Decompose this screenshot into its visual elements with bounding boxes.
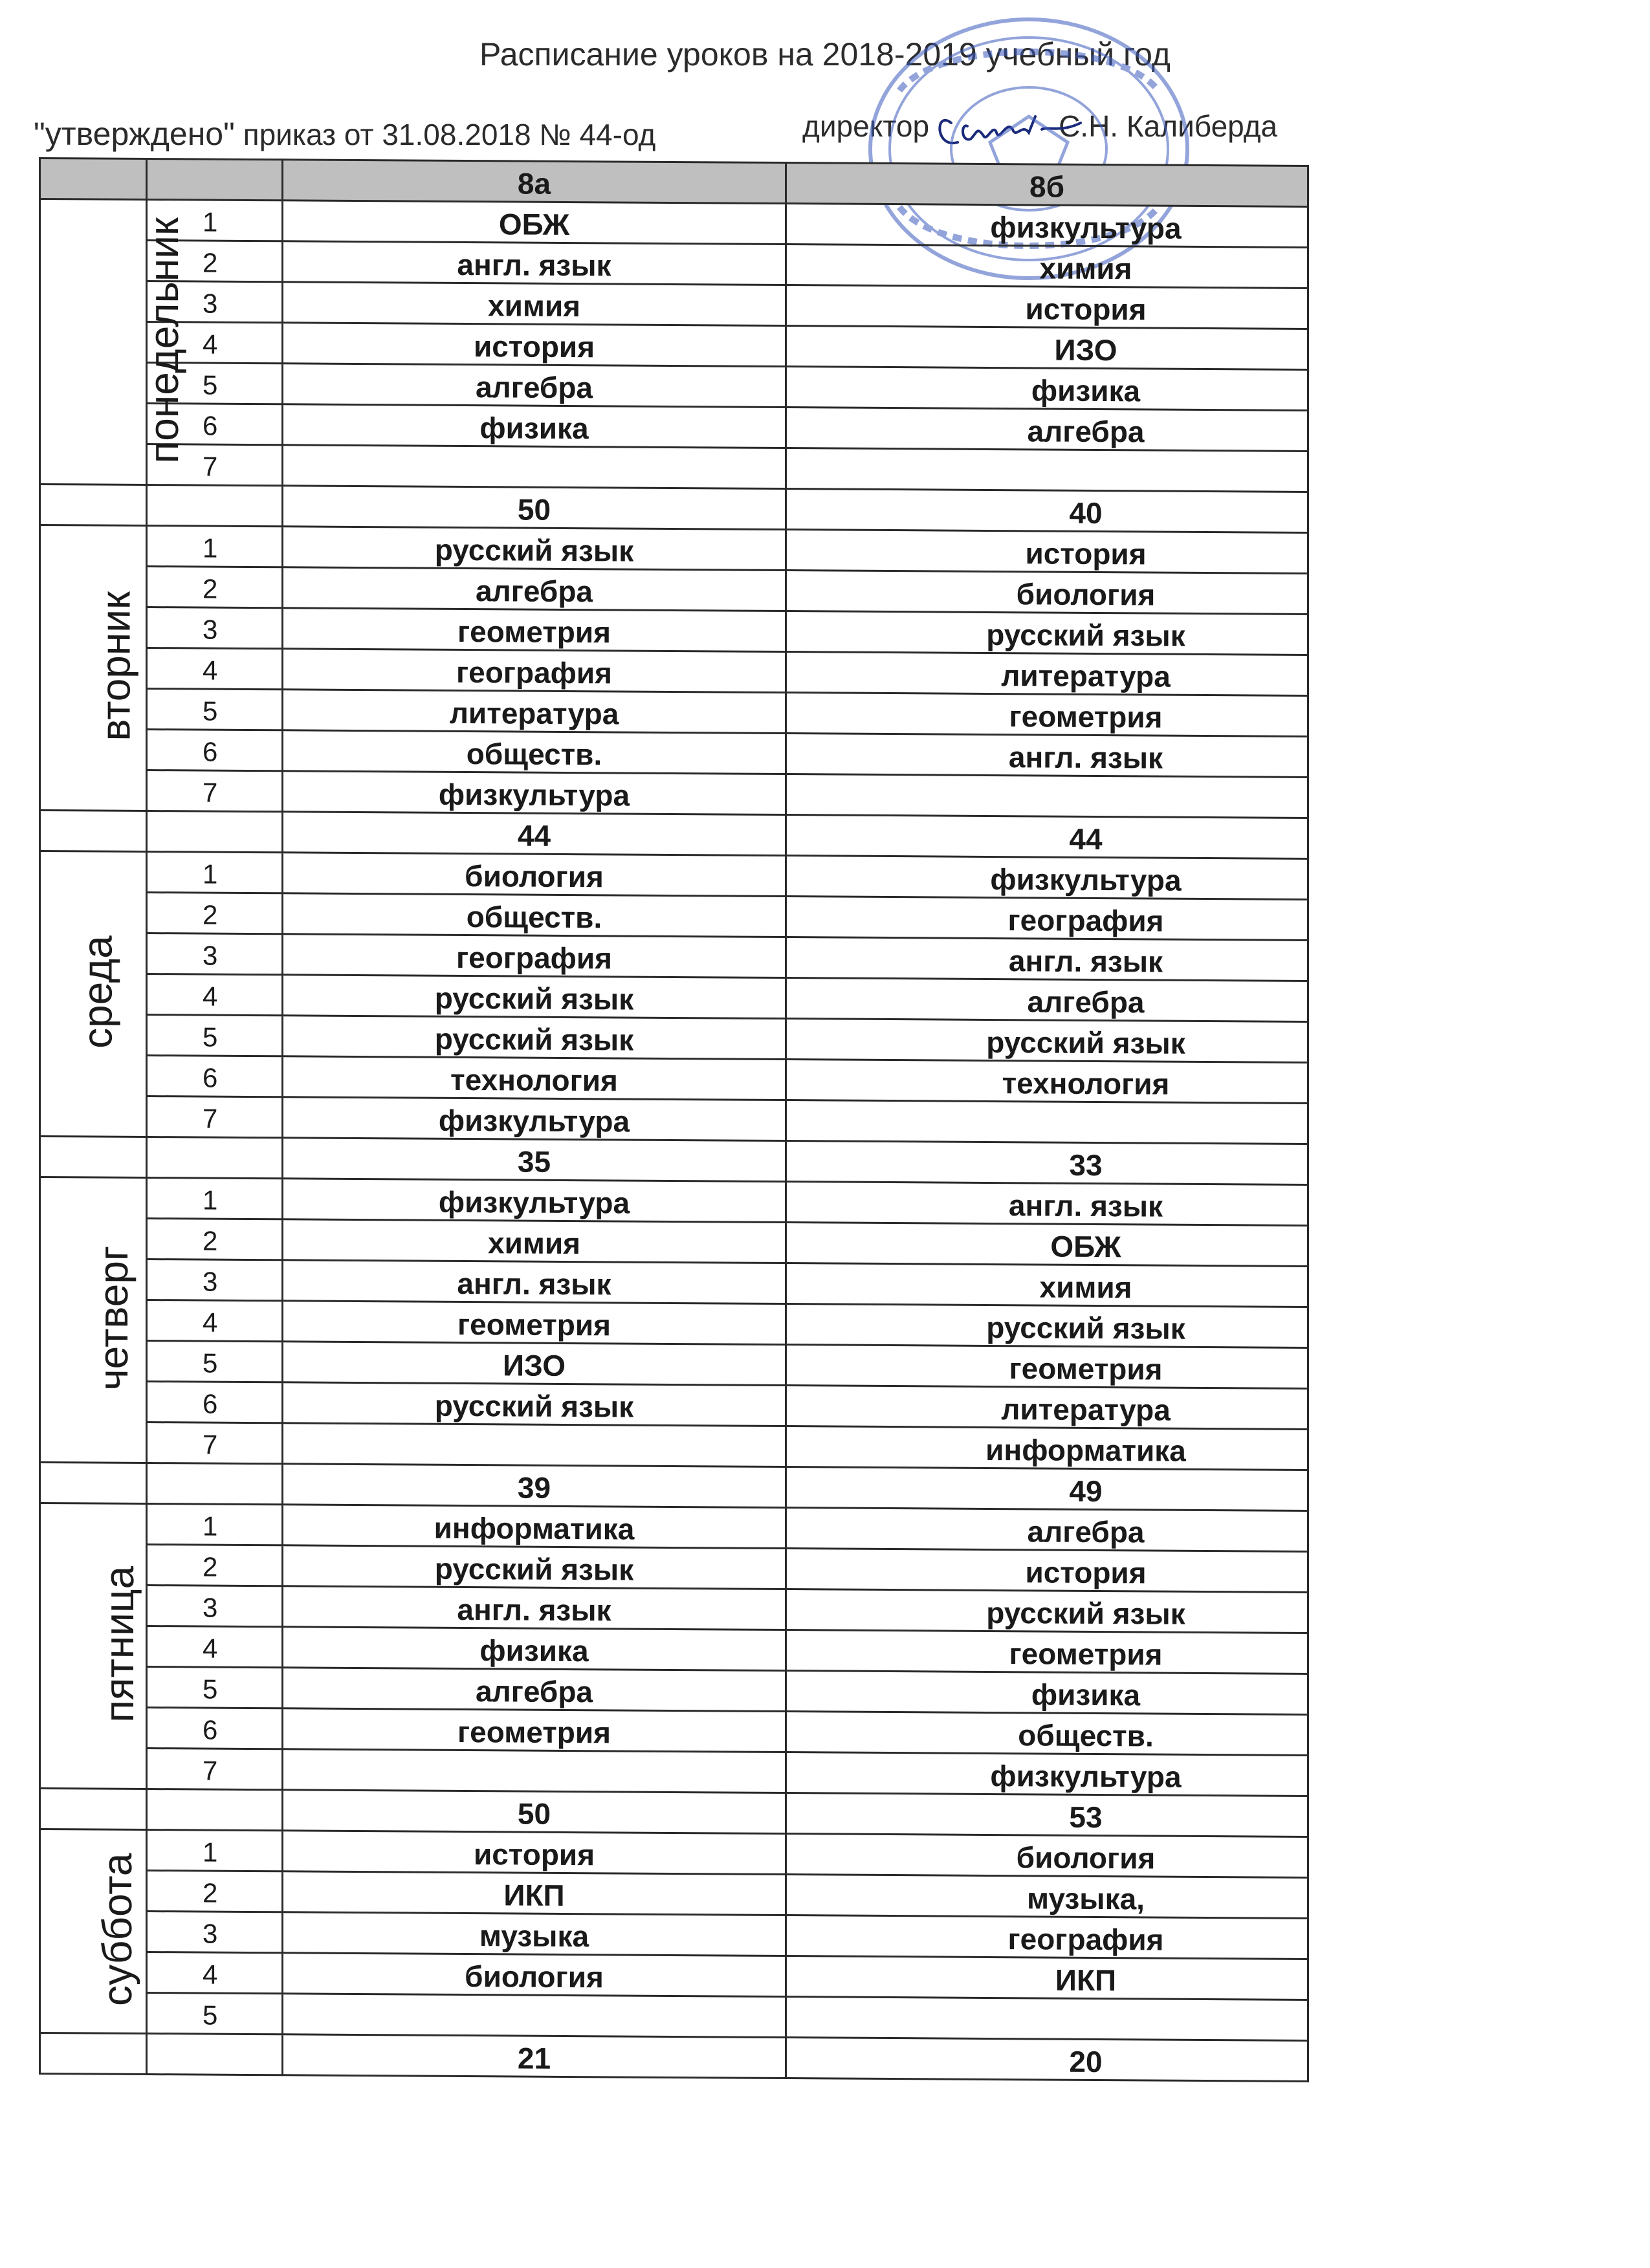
day-cell (40, 1177, 147, 1463)
subject-8b: литература (786, 652, 1308, 696)
lesson-row (40, 1340, 1308, 1389)
lesson-row (40, 648, 1308, 696)
subject-8b (786, 1997, 1308, 2041)
subject-8b: технология (786, 1060, 1308, 1104)
subject-8a: геометрия (283, 1301, 786, 1345)
lesson-row (40, 1911, 1308, 1959)
lesson-number: 3 (147, 1912, 283, 1953)
lesson-row (40, 607, 1308, 655)
subject-8b: геометрия (786, 1630, 1308, 1674)
lesson-row (40, 1666, 1308, 1715)
total-blank (40, 2033, 147, 2075)
lesson-number: 4 (147, 1952, 283, 1994)
subject-8b: химия (786, 245, 1308, 289)
subject-8a (283, 1994, 786, 2038)
subject-8a: ОБЖ (283, 201, 786, 245)
lesson-row (40, 1503, 1308, 1552)
lesson-number: 7 (147, 1749, 283, 1790)
lesson-number: 5 (147, 689, 283, 730)
total-8a: 39 (283, 1464, 786, 1508)
subject-8b: история (786, 530, 1308, 574)
subject-8b: русский язык (786, 1589, 1308, 1633)
subject-8b: литература (786, 1386, 1308, 1430)
lesson-number: 5 (147, 1993, 283, 2034)
lesson-number: 6 (147, 404, 283, 445)
subject-8b: физкультура (786, 204, 1308, 248)
total-row (40, 811, 1308, 859)
lesson-number: 7 (147, 1423, 283, 1464)
subject-8a (283, 1423, 786, 1467)
subject-8a (283, 445, 786, 489)
subject-8a: музыка (283, 1912, 786, 1956)
subject-8a: информатика (283, 1505, 786, 1549)
subject-8b: русский язык (786, 611, 1308, 655)
day-cell (40, 1829, 147, 2034)
lesson-row (40, 933, 1308, 981)
subject-8a: технология (283, 1056, 786, 1100)
subject-8a: англ. язык (283, 1586, 786, 1630)
lesson-number: 1 (147, 1504, 283, 1545)
subject-8a: геометрия (283, 608, 786, 652)
lesson-row (40, 851, 1308, 900)
subject-8b: физика (786, 367, 1308, 411)
subject-8b: русский язык (786, 1304, 1308, 1348)
subject-8a: физкультура (283, 1179, 786, 1223)
lesson-number: 3 (147, 607, 283, 649)
subject-8b: информатика (786, 1426, 1308, 1470)
lesson-number: 2 (147, 1545, 283, 1586)
total-8b: 53 (786, 1793, 1308, 1837)
subject-8b: русский язык (786, 1019, 1308, 1063)
lesson-number: 6 (147, 1708, 283, 1749)
subject-8a: химия (283, 1219, 786, 1263)
lesson-row (40, 1870, 1308, 1919)
lesson-row (40, 240, 1308, 289)
lesson-number: 5 (147, 1667, 283, 1708)
day-label: пятница (95, 1565, 142, 1723)
lesson-row (40, 770, 1308, 818)
subject-8b: ИЗО (786, 326, 1308, 370)
subject-8b: геометрия (786, 1345, 1308, 1389)
lesson-number: 4 (147, 1300, 283, 1342)
lesson-row (40, 1381, 1308, 1430)
total-8a: 44 (283, 812, 786, 856)
lesson-number: 1 (147, 200, 283, 241)
lesson-number: 6 (147, 730, 283, 771)
lesson-row (40, 1707, 1308, 1756)
subject-8b: физкультура (786, 1752, 1308, 1796)
lesson-number: 5 (147, 1015, 283, 1056)
lesson-number: 4 (147, 648, 283, 690)
subject-8b: англ. язык (786, 937, 1308, 981)
subject-8b: физика (786, 1671, 1308, 1715)
day-label: суббота (94, 1853, 141, 2007)
subject-8a: география (283, 649, 786, 693)
subject-8a: русский язык (283, 1016, 786, 1060)
total-8a: 50 (283, 486, 786, 530)
lesson-row (40, 892, 1308, 941)
lesson-number: 7 (147, 1096, 283, 1138)
lesson-row (40, 403, 1308, 452)
subject-8a: география (283, 934, 786, 978)
total-8a: 35 (283, 1138, 786, 1182)
total-blank (147, 811, 283, 853)
total-8b: 44 (786, 815, 1308, 859)
schedule-table (39, 157, 1309, 2082)
subject-8a: ИЗО (283, 1342, 786, 1386)
total-row (40, 485, 1308, 533)
total-8b: 49 (786, 1467, 1308, 1511)
lesson-number: 2 (147, 1871, 283, 1912)
lesson-row (40, 729, 1308, 778)
lesson-number: 2 (147, 241, 283, 282)
lesson-row (40, 1014, 1308, 1063)
subject-8a: англ. язык (283, 1260, 786, 1304)
subject-8b: англ. язык (786, 1182, 1308, 1226)
lesson-number: 5 (147, 363, 283, 404)
lesson-number: 6 (147, 1056, 283, 1097)
subject-8b: география (786, 1915, 1308, 1959)
total-blank (40, 485, 147, 526)
day-label: вторник (92, 591, 139, 741)
lesson-row (40, 688, 1308, 737)
lesson-number: 7 (147, 444, 283, 486)
lesson-row (40, 974, 1308, 1022)
lesson-number: 6 (147, 1382, 283, 1423)
subject-8a: алгебра (283, 1668, 786, 1712)
subject-8b: химия (786, 1263, 1308, 1307)
approval-order: приказ от 31.08.2018 № 44-од (234, 118, 656, 151)
lesson-number: 3 (147, 281, 283, 323)
total-blank (147, 1137, 283, 1179)
total-blank (40, 1463, 147, 1504)
subject-8a: русский язык (283, 1382, 786, 1426)
subject-8a: биология (283, 853, 786, 897)
director-label: директор (802, 109, 930, 143)
subject-8a: литература (283, 690, 786, 734)
subject-8a: физика (283, 404, 786, 448)
subject-8b (786, 774, 1308, 818)
lesson-row (40, 1055, 1308, 1104)
lesson-row (40, 566, 1308, 615)
total-blank (40, 1789, 147, 1830)
subject-8b: геометрия (786, 693, 1308, 737)
subject-8b: биология (786, 571, 1308, 615)
total-8a: 21 (283, 2034, 786, 2078)
subject-8b: история (786, 285, 1308, 329)
subject-8a: физика (283, 1627, 786, 1671)
lesson-number: 2 (147, 1219, 283, 1260)
subject-8a: история (283, 1831, 786, 1875)
class-header-8a: 8а (283, 160, 786, 204)
subject-8b: ОБЖ (786, 1223, 1308, 1267)
subject-8a: русский язык (283, 1545, 786, 1589)
lesson-number: 1 (147, 852, 283, 893)
subject-8b: география (786, 897, 1308, 941)
subject-8b (786, 448, 1308, 492)
subject-8a: биология (283, 1953, 786, 1997)
lesson-number: 4 (147, 1626, 283, 1668)
lesson-number: 3 (147, 1259, 283, 1301)
subject-8b: обществ. (786, 1712, 1308, 1756)
total-blank (147, 485, 283, 527)
lesson-number: 2 (147, 567, 283, 608)
page-title: Расписание уроков на 2018-2019 учебный год (479, 36, 1171, 72)
lesson-number: 2 (147, 893, 283, 934)
total-blank (40, 1137, 147, 1178)
subject-8a (283, 1749, 786, 1793)
subject-8a: физкультура (283, 771, 786, 815)
class-header-8b: 8б (786, 163, 1308, 207)
class-header-row (40, 158, 1308, 207)
subject-8a: геометрия (283, 1708, 786, 1752)
lesson-row (40, 281, 1308, 329)
subject-8b: физкультура (786, 856, 1308, 900)
day-cell (40, 1503, 147, 1789)
total-8b: 40 (786, 489, 1308, 533)
lesson-row (40, 362, 1308, 411)
lesson-row (40, 1177, 1308, 1226)
lesson-number: 5 (147, 1341, 283, 1382)
subject-8a: англ. язык (283, 241, 786, 285)
subject-8a: обществ. (283, 893, 786, 937)
subject-8b: история (786, 1549, 1308, 1593)
subject-8b: алгебра (786, 978, 1308, 1022)
day-cell (40, 851, 147, 1137)
total-blank (147, 2034, 283, 2075)
lesson-row (40, 1748, 1308, 1796)
total-row (40, 2033, 1308, 2082)
subject-8a: химия (283, 282, 786, 326)
lesson-row (40, 1422, 1308, 1470)
lesson-row (40, 525, 1308, 574)
header-blank (40, 158, 147, 200)
lesson-number: 3 (147, 1586, 283, 1627)
lesson-row (40, 199, 1308, 248)
total-blank (40, 811, 147, 852)
lesson-row (40, 322, 1308, 370)
subject-8a: физкультура (283, 1097, 786, 1141)
day-cell (40, 525, 147, 811)
approval-quoted: "утверждено" (34, 116, 235, 152)
total-8b: 33 (786, 1141, 1308, 1185)
director-name: С.Н. Калиберда (1059, 109, 1278, 143)
subject-8b: алгебра (786, 408, 1308, 452)
lesson-row (40, 1218, 1308, 1267)
total-row (40, 1463, 1308, 1511)
approval-line (34, 115, 655, 153)
subject-8a: русский язык (283, 527, 786, 571)
subject-8a: алгебра (283, 364, 786, 408)
lesson-row (40, 1544, 1308, 1593)
lesson-number: 1 (147, 1830, 283, 1871)
subject-8b: биология (786, 1834, 1308, 1878)
day-cell (40, 199, 188, 485)
subject-8a: русский язык (283, 975, 786, 1019)
day-label: четверг (89, 1245, 137, 1391)
subject-8a: обществ. (283, 730, 786, 774)
total-8a: 50 (283, 1790, 786, 1834)
lesson-row (40, 1626, 1308, 1674)
day-label: среда (74, 935, 121, 1049)
lesson-row (40, 1952, 1308, 2000)
subject-8b: англ. язык (786, 734, 1308, 778)
lesson-number: 3 (147, 933, 283, 975)
lesson-row (40, 1992, 1308, 2041)
subject-8a: история (283, 323, 786, 367)
lesson-row (40, 1096, 1308, 1144)
subject-8b: музыка, (786, 1875, 1308, 1919)
lesson-number: 7 (147, 770, 283, 812)
lesson-number: 1 (147, 526, 283, 567)
total-8b: 20 (786, 2038, 1308, 2082)
header-blank (147, 159, 283, 201)
lesson-number: 4 (147, 322, 283, 364)
subject-8a: ИКП (283, 1871, 786, 1915)
subject-8a: алгебра (283, 567, 786, 611)
lesson-row (40, 1585, 1308, 1633)
total-row (40, 1789, 1308, 1837)
lesson-row (40, 444, 1308, 492)
lesson-number: 1 (147, 1178, 283, 1219)
total-blank (147, 1789, 283, 1831)
total-blank (147, 1463, 283, 1505)
lesson-row (40, 1259, 1308, 1307)
lesson-number: 4 (147, 974, 283, 1016)
subject-8b (786, 1100, 1308, 1144)
subject-8b: алгебра (786, 1508, 1308, 1552)
lesson-row (40, 1829, 1308, 1878)
day-label: понедельник (140, 217, 188, 464)
subject-8b: ИКП (786, 1956, 1308, 2000)
total-row (40, 1137, 1308, 1185)
lesson-row (40, 1300, 1308, 1348)
